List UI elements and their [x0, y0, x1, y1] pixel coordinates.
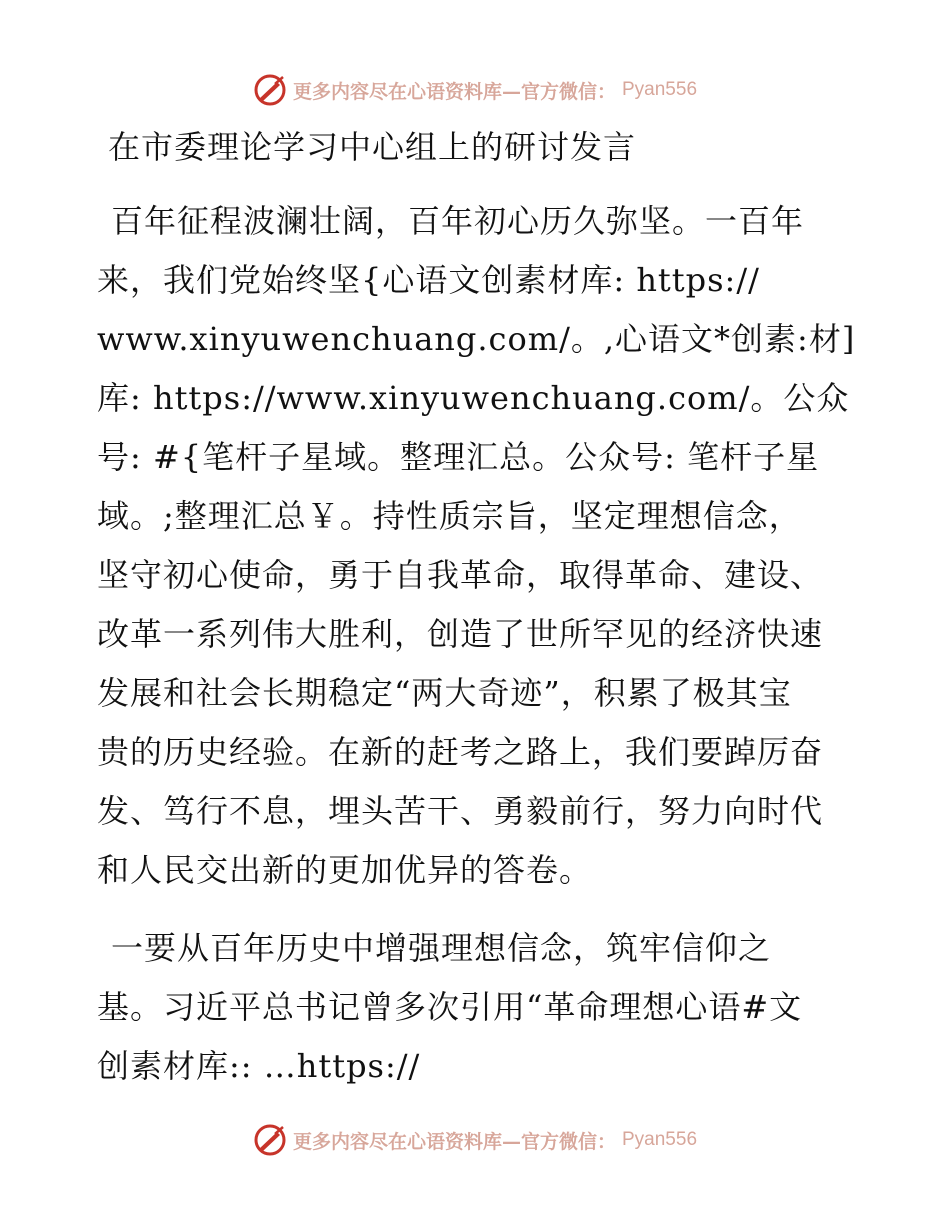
text-line: 一要从百年历史中增强理想信念，筑牢信仰之	[111, 929, 772, 967]
header-watermark	[0, 70, 950, 110]
watermark-text: 更多内容尽在心语资料库—官方微信：	[292, 1130, 616, 1153]
text-line: 发展和社会长期稳定“两大奇迹”，积累了极其宝	[97, 674, 792, 712]
text-line: 改革一系列伟大胜利，创造了世所罕见的经济快速	[97, 615, 824, 653]
text-line: 百年征程波澜壮阔，百年初心历久弥坚。一百年	[111, 202, 805, 240]
document-body	[97, 192, 857, 1096]
document-title: 在市委理论学习中心组上的研讨发言	[108, 128, 637, 166]
feather-logo-icon	[253, 1123, 287, 1157]
text-line: 来，我们党始终坚{心语文创素材库: https://	[97, 261, 760, 299]
text-line: 和人民交出新的更加优异的答卷。	[97, 851, 593, 889]
text-line: 号: #{笔杆子星域。整理汇总。公众号: 笔杆子星	[97, 438, 820, 476]
paragraph-1	[97, 192, 857, 900]
text-line: 域。;整理汇总￥。持性质宗旨，坚定理想信念，	[97, 497, 802, 535]
watermark-wechat-id: Pyan556	[622, 79, 698, 100]
text-line: 发、笃行不息，埋头苦干、勇毅前行，努力向时代	[97, 792, 824, 830]
watermark-wechat-id: Pyan556	[622, 1129, 698, 1150]
paragraph-2	[97, 919, 857, 1096]
feather-logo-icon	[253, 73, 287, 107]
text-line: 基。习近平总书记曾多次引用“革命理想心语#文	[97, 988, 803, 1026]
text-line: 创素材库:: …https://	[97, 1047, 421, 1085]
text-line: www.xinyuwenchuang.com/。,心语文*创素:材]	[97, 320, 856, 358]
text-line: 坚守初心使命，勇于自我革命，取得革命、建设、	[97, 556, 824, 594]
footer-watermark	[0, 1120, 950, 1160]
text-line: 贵的历史经验。在新的赶考之路上，我们要踔厉奋	[97, 733, 824, 771]
watermark-text: 更多内容尽在心语资料库—官方微信：	[292, 80, 616, 103]
text-line: 库: https://www.xinyuwenchuang.com/。公众	[97, 379, 850, 417]
